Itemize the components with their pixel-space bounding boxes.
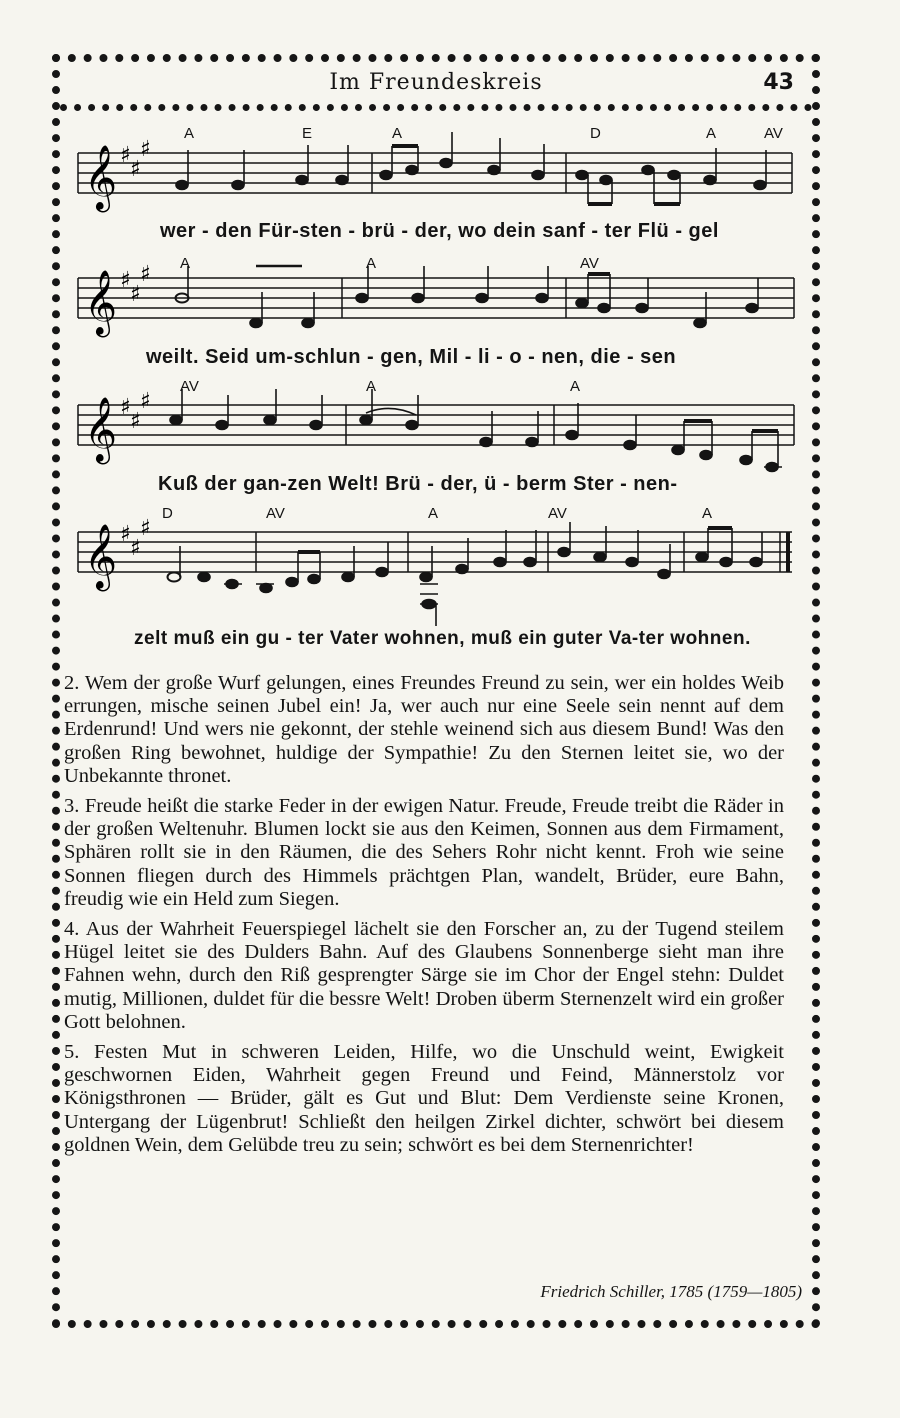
svg-text:♯: ♯	[140, 262, 151, 287]
chord-symbol: A	[184, 125, 195, 142]
svg-text:♯: ♯	[130, 157, 141, 182]
page-number: 43	[763, 70, 794, 95]
music-system-3	[70, 375, 800, 495]
chord-symbol: AV	[180, 378, 199, 395]
chord-symbol: AV	[764, 125, 783, 142]
treble-clef-icon: 𝄞	[84, 270, 118, 335]
chord-symbol: AV	[580, 255, 599, 272]
chord-symbol: A	[702, 505, 713, 522]
verse-3: 3. Freude heißt die starke Feder in der ewigen Natur. Freude, Freude treibt die Räder in der großen Weltenuhr. Blumen lockt sie aus den Keimen, Sonnen aus dem Firmament, Sphären rollt sie in den Räumen, die des Sehers Rohr nicht kennt. Froh wie seine Sonnen fliegen durch des Himmels prächtgen Plan, wandelt, Brüder, eure Bahn, freudig wie ein Held zum Siegen.	[64, 795, 784, 910]
treble-clef-icon: 𝄞	[84, 145, 118, 210]
verse-4: 4. Aus der Wahrheit Feuerspiegel lächelt sie den Forscher an, zu der Tugend steilem Hügel leitet sie des Dulders Bahn. Auf des Glaubens Sonnenberge sieht man ihre Fahnen wehn, durch den Riß gesprengter Särge sie im Chor der Engel stehn: Duldet mutig, Millionen, duldet für die bessre Welt! Droben überm Sternenzelt wird ein großer Gott belohnen.	[64, 918, 784, 1033]
svg-text:♯: ♯	[120, 268, 131, 293]
treble-clef-icon: 𝄞	[84, 397, 118, 462]
staff-3	[70, 375, 800, 480]
svg-text:♯: ♯	[140, 137, 151, 162]
chord-symbol: A	[428, 505, 439, 522]
chord-symbol: A	[392, 125, 403, 142]
section-title: Im Freundeskreis	[329, 70, 543, 95]
lyrics-line-3: Kuß der gan-zen Welt! Brü - der, ü - berm Ster - nen-	[158, 473, 678, 495]
svg-text:♯: ♯	[120, 395, 131, 420]
verse-2: 2. Wem der große Wurf gelungen, eines Freundes Freund zu sein, wer ein holdes Weib errungen, mische seinen Jubel ein! Ja, wer auch nur eine Seele sein nennt auf dem Erdenrund! Und wers nie gekonnt, der stehle weinend sich aus diesem Bund! Was den großen Ring bewohnet, huldige der Sympathie! Zu den Sternen leitet sie, wo der Unbekannte thronet.	[64, 672, 784, 787]
chord-symbol: A	[570, 378, 581, 395]
svg-text:♯: ♯	[140, 389, 151, 414]
staff-1	[70, 118, 800, 218]
lyrics-line-2: weilt. Seid um-schlun - gen, Mil - li - o - nen, die - sen	[146, 346, 677, 368]
svg-text:♯: ♯	[120, 143, 131, 168]
page-header	[60, 62, 812, 111]
verse-5: 5. Festen Mut in schweren Leiden, Hilfe, wo die Unschuld weint, Ewigkeit geschwornen Eiden, Wahrheit gegen Freund und Feind, Männerstolz vor Königsthronen — Brüder, gält es Gut und Blut: Dem Verdienste seine Kronen, Untergang der Lügenbrut! Schließt den heilgen Zirkel dichter, schwört bei diesem goldnen Wein, dem Gelübde treu zu sein; schwört es bei dem Sternenrichter!	[64, 1041, 784, 1156]
attribution: Friedrich Schiller, 1785 (1759—1805)	[540, 1282, 802, 1301]
chord-symbol: E	[302, 125, 313, 142]
chord-symbol: AV	[266, 505, 285, 522]
chord-symbol: AV	[548, 505, 567, 522]
chord-symbol: D	[162, 505, 173, 522]
svg-text:♯: ♯	[130, 409, 141, 434]
svg-text:♯: ♯	[140, 516, 151, 541]
verse-text	[64, 672, 784, 1164]
lyrics-line-1: wer - den Für-sten - brü - der, wo dein sanf - ter Flü - gel	[160, 220, 719, 242]
staff-4	[70, 502, 800, 632]
music-system-4	[70, 502, 800, 649]
music-system-1	[70, 118, 800, 242]
chord-symbol: A	[366, 255, 377, 272]
treble-clef-icon: 𝄞	[84, 524, 118, 589]
staff-2	[70, 248, 800, 348]
chord-symbol: A	[366, 378, 377, 395]
chord-symbol: A	[706, 125, 717, 142]
music-system-2	[70, 248, 800, 368]
chord-symbol: D	[590, 125, 601, 142]
svg-text:♯: ♯	[130, 536, 141, 561]
svg-text:♯: ♯	[120, 522, 131, 547]
svg-text:♯: ♯	[130, 282, 141, 307]
lyrics-line-4: zelt muß ein gu - ter Vater wohnen, muß ein guter Va-ter wohnen.	[134, 628, 751, 649]
chord-symbol: A	[180, 255, 191, 272]
